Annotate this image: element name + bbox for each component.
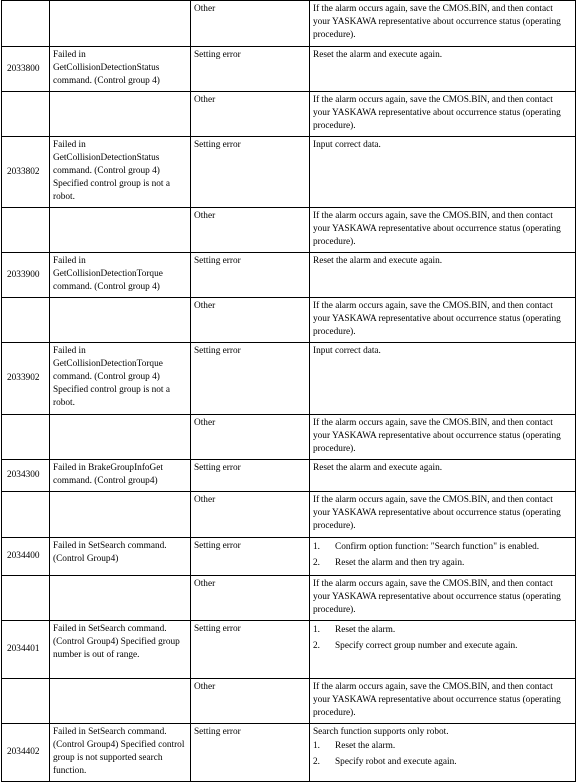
step-text: Reset the alarm. [335, 741, 396, 751]
alarm-code-cell [2, 1, 50, 47]
step-number: 1. [313, 741, 320, 751]
step-number: 2. [313, 641, 320, 651]
table-row [2, 343, 576, 415]
alarm-table [1, 0, 576, 782]
remedy-text: Search function supports only robot. [313, 727, 449, 737]
remedy-text: If the alarm occurs again, save the CMOS.BIN, and then contact your YASKAWA representative about occurrence status (operating procedure). [313, 4, 561, 40]
table-row [2, 253, 576, 298]
table-row [2, 92, 576, 137]
remedy-text: If the alarm occurs again, save the CMOS.BIN, and then contact your YASKAWA representative about occurrence status (operating procedure). [313, 301, 561, 337]
alarm-code-cell: 2034300 [2, 460, 50, 492]
table-row [2, 460, 576, 492]
alarm-description-cell: Failed in SetSearch command. (Control Group4) Specified group number is out of range. [50, 621, 191, 679]
alarm-description-cell: Failed in SetSearch command. (Control Group4) Specified control group is not supported search function. [50, 724, 191, 782]
table-row [2, 679, 576, 724]
remedy-text: Reset the alarm and execute again. [313, 256, 443, 266]
alarm-description-cell [50, 208, 191, 253]
alarm-description-cell: Failed in GetCollisionDetectionStatus command. (Control group 4) Specified control group is not a robot. [50, 137, 191, 208]
remedy-text: Reset the alarm and execute again. [313, 463, 443, 473]
remedy-cell [310, 724, 576, 782]
alarm-code-cell [2, 492, 50, 538]
table-row [2, 137, 576, 208]
step-number: 1. [313, 625, 320, 635]
remedy-text: If the alarm occurs again, save the CMOS.BIN, and then contact your YASKAWA representative about occurrence status (operating procedure). [313, 211, 561, 247]
error-type-cell: Other [191, 492, 310, 538]
alarm-code-cell: 2033802 [2, 137, 50, 208]
table-row [2, 415, 576, 460]
error-type-cell: Setting error [191, 724, 310, 782]
remedy-step [313, 756, 572, 769]
remedy-steps [313, 624, 572, 653]
error-type-cell: Other [191, 679, 310, 724]
error-type-cell: Setting error [191, 137, 310, 208]
alarm-description-cell: Failed in BrakeGroupInfoGet command. (Control group4) [50, 460, 191, 492]
remedy-step [313, 557, 572, 570]
remedy-text: If the alarm occurs again, save the CMOS.BIN, and then contact your YASKAWA representative about occurrence status (operating procedure). [313, 95, 561, 131]
remedy-steps [313, 541, 572, 570]
alarm-description-cell: Failed in GetCollisionDetectionTorque command. (Control group 4) Specified control group is not a robot. [50, 343, 191, 415]
remedy-text: If the alarm occurs again, save the CMOS.BIN, and then contact your YASKAWA representative about occurrence status (operating procedure). [313, 495, 561, 531]
alarm-code-cell: 2034401 [2, 621, 50, 679]
alarm-code-cell [2, 576, 50, 621]
error-type-cell: Other [191, 1, 310, 47]
remedy-cell [310, 92, 576, 137]
remedy-step [313, 740, 572, 753]
remedy-text: Reset the alarm and execute again. [313, 50, 443, 60]
alarm-description-cell [50, 415, 191, 460]
step-number: 2. [313, 757, 320, 767]
remedy-step [313, 624, 572, 637]
alarm-description-cell [50, 576, 191, 621]
alarm-code-cell: 2033800 [2, 47, 50, 92]
error-type-cell: Setting error [191, 538, 310, 576]
remedy-cell [310, 460, 576, 492]
alarm-code-cell: 2033902 [2, 343, 50, 415]
remedy-cell [310, 343, 576, 415]
step-number: 2. [313, 558, 320, 568]
table-row [2, 492, 576, 538]
alarm-code-cell [2, 298, 50, 343]
error-type-cell: Setting error [191, 621, 310, 679]
remedy-step [313, 541, 572, 554]
remedy-cell [310, 621, 576, 679]
remedy-text: If the alarm occurs again, save the CMOS.BIN, and then contact your YASKAWA representative about occurrence status (operating procedure). [313, 418, 561, 454]
remedy-cell [310, 679, 576, 724]
table-row [2, 724, 576, 782]
error-type-cell: Setting error [191, 253, 310, 298]
error-type-cell: Setting error [191, 47, 310, 92]
remedy-cell [310, 137, 576, 208]
alarm-description-cell [50, 492, 191, 538]
alarm-description-cell: Failed in GetCollisionDetectionTorque command. (Control group 4) [50, 253, 191, 298]
alarm-description-cell [50, 679, 191, 724]
remedy-text: Input correct data. [313, 346, 381, 356]
step-number: 1. [313, 542, 320, 552]
alarm-description-cell: Failed in SetSearch command. (Control Group4) [50, 538, 191, 576]
alarm-code-cell: 2033900 [2, 253, 50, 298]
table-row [2, 538, 576, 576]
remedy-cell [310, 47, 576, 92]
alarm-code-cell: 2034402 [2, 724, 50, 782]
alarm-code-cell [2, 679, 50, 724]
error-type-cell: Other [191, 298, 310, 343]
remedy-cell [310, 208, 576, 253]
alarm-description-cell [50, 92, 191, 137]
table-row [2, 298, 576, 343]
table-row [2, 47, 576, 92]
error-type-cell: Other [191, 208, 310, 253]
alarm-description-cell [50, 1, 191, 47]
table-row [2, 576, 576, 621]
table-row [2, 208, 576, 253]
remedy-text: If the alarm occurs again, save the CMOS.BIN, and then contact your YASKAWA representative about occurrence status (operating procedure). [313, 682, 561, 718]
remedy-cell [310, 298, 576, 343]
remedy-cell [310, 1, 576, 47]
error-type-cell: Other [191, 576, 310, 621]
remedy-cell [310, 415, 576, 460]
remedy-cell [310, 253, 576, 298]
step-text: Reset the alarm and then try again. [335, 558, 465, 568]
remedy-cell [310, 492, 576, 538]
step-text: Specify correct group number and execute again. [335, 641, 518, 651]
step-text: Specify robot and execute again. [335, 757, 457, 767]
step-text: Confirm option function: "Search function" is enabled. [335, 542, 540, 552]
alarm-description-cell: Failed in GetCollisionDetectionStatus command. (Control group 4) [50, 47, 191, 92]
error-type-cell: Setting error [191, 460, 310, 492]
error-type-cell: Other [191, 92, 310, 137]
error-type-cell: Setting error [191, 343, 310, 415]
step-text: Reset the alarm. [335, 625, 396, 635]
alarm-description-cell [50, 298, 191, 343]
table-row [2, 1, 576, 47]
error-type-cell: Other [191, 415, 310, 460]
alarm-code-cell [2, 415, 50, 460]
alarm-table-body [2, 1, 576, 782]
remedy-text: If the alarm occurs again, save the CMOS.BIN, and then contact your YASKAWA representative about occurrence status (operating procedure). [313, 579, 561, 615]
remedy-cell [310, 538, 576, 576]
remedy-text: Input correct data. [313, 140, 381, 150]
alarm-code-cell: 2034400 [2, 538, 50, 576]
remedy-step [313, 640, 572, 653]
alarm-code-cell [2, 208, 50, 253]
table-row [2, 621, 576, 679]
remedy-steps [313, 740, 572, 769]
alarm-code-cell [2, 92, 50, 137]
remedy-cell [310, 576, 576, 621]
